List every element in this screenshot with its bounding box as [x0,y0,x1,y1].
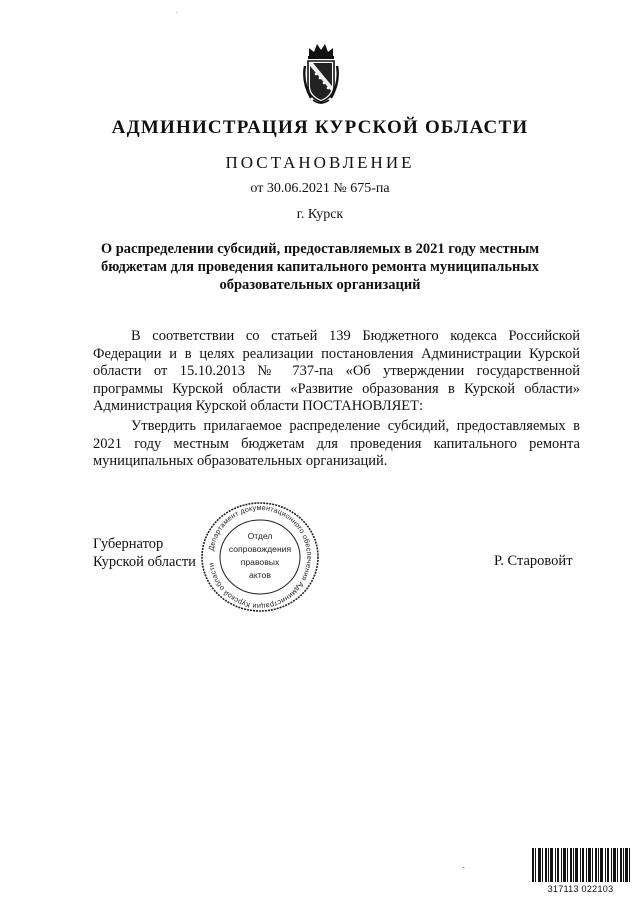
signer-position [93,536,196,571]
coat-of-arms-icon [301,42,341,111]
title-line: образовательных организаций [219,277,421,293]
body-paragraph-1: В соответствии со статьей 139 Бюджетного кодекса Российской Федерации и в целях реализации постановления Администрации Курской области от 15.10.2013 № 737-па «Об утверждении государственной программы Курской области «Развитие образования в Курской области» Администрация Курской области ПОСТАНОВЛЯЕТ: [93,328,580,414]
signer-name: Р. Старовойт [494,553,573,569]
scan-mark: · [175,8,179,19]
document-type: ПОСТАНОВЛЕНИЕ [225,153,415,172]
signer-position-line: Курской области [93,553,196,570]
svg-text:Отдел: Отдел [247,531,273,541]
barcode-icon [532,848,630,887]
title-line: О распределении субсидий, предоставляемых в 2021 году местным [100,241,540,257]
document-date-number: от 30.06.2021 № 675-па [250,181,390,196]
organization-header: АДМИНИСТРАЦИЯ КУРСКОЙ ОБЛАСТИ [111,117,529,138]
signer-position-line: Губернатор [93,536,164,552]
title-line: бюджетам для проведения капитального ремонта муниципальных [101,259,539,275]
document-city: г. Курск [296,207,344,222]
barcode-number: 317113 022103 [547,884,614,894]
official-stamp [198,500,322,619]
svg-text:Департамент документационного: Департамент документационного обеспечения Администрации Курской области [206,502,315,612]
svg-text:актов: актов [249,570,271,580]
svg-text:правовых: правовых [240,557,280,567]
svg-text:сопровождения: сопровождения [228,544,292,554]
document-title [0,240,640,294]
scan-mark: ˏ [462,858,466,869]
body-paragraph-2: Утвердить прилагаемое распределение субсидий, предоставляемых в 2021 году местным бюджетам для проведения капитального ремонта муниципальных образовательных организаций. [93,418,580,469]
